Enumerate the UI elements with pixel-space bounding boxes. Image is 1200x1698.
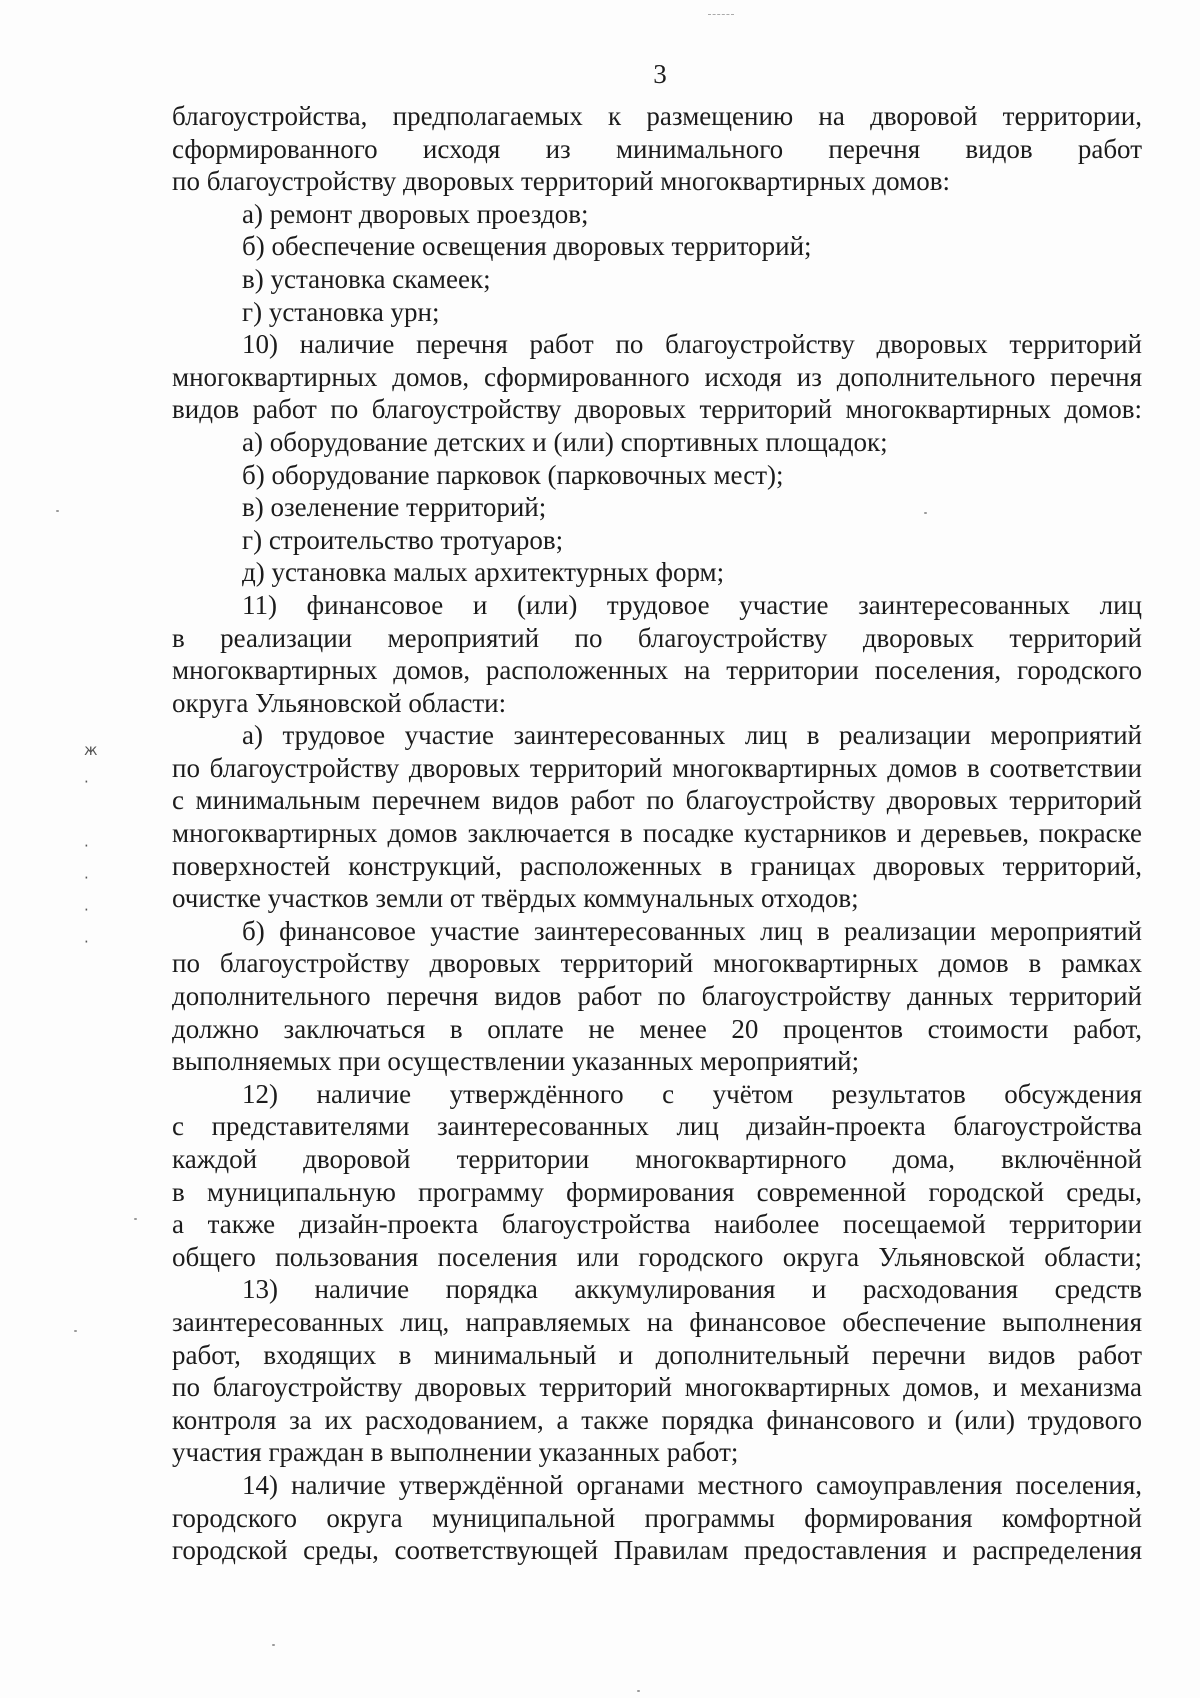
- document-body: [172, 100, 1142, 1567]
- document-line: участия граждан в выполнении указанных работ;: [172, 1437, 739, 1468]
- document-line: работ, входящих в минимальный и дополнительный перечни видов работ: [172, 1339, 1142, 1370]
- document-line: должно заключаться в оплате не менее 20 процентов стоимости работ,: [172, 1013, 1142, 1044]
- document-line: поверхностей конструкций, расположенных в границах дворовых территорий,: [172, 850, 1142, 881]
- document-line: общего пользования поселения или городского округа Ульяновской области;: [172, 1241, 1142, 1272]
- margin-mark: ·: [84, 933, 89, 951]
- document-line: б) оборудование парковок (парковочных мест);: [242, 459, 784, 490]
- document-line: многоквартирных домов, расположенных на территории поселения, городского: [172, 655, 1142, 686]
- page-number: 3: [653, 59, 667, 89]
- document-line: по благоустройству дворовых территорий многоквартирных домов в соответствии: [172, 752, 1142, 783]
- document-line: г) строительство тротуаров;: [242, 524, 564, 555]
- document-line: д) установка малых архитектурных форм;: [242, 557, 725, 588]
- document-line: 10) наличие перечня работ по благоустройству дворовых территорий: [242, 329, 1142, 360]
- document-line: заинтересованных лиц, направляемых на финансовое обеспечение выполнения: [172, 1306, 1142, 1337]
- scan-speck: [56, 510, 59, 512]
- margin-mark: ·: [84, 837, 89, 855]
- document-line: городской среды, соответствующей Правилам предоставления и распределения: [172, 1535, 1142, 1566]
- document-line: а) оборудование детских и (или) спортивных площадок;: [242, 426, 888, 457]
- document-line: контроля за их расходованием, а также порядка финансового и (или) трудового: [172, 1404, 1142, 1435]
- document-line: в реализации мероприятий по благоустройству дворовых территорий: [172, 622, 1142, 653]
- document-line: округа Ульяновской области:: [172, 687, 507, 718]
- margin-mark: ·: [84, 869, 89, 887]
- scan-artifact: [708, 14, 734, 17]
- document-line: в) озеленение территорий;: [242, 492, 547, 523]
- document-line: с представителями заинтересованных лиц дизайн-проекта благоустройства: [172, 1111, 1142, 1142]
- scan-speck: [272, 1644, 275, 1646]
- document-line: многоквартирных домов заключается в посадке кустарников и деревьев, покраске: [172, 818, 1142, 849]
- document-line: а) ремонт дворовых проездов;: [242, 198, 589, 229]
- document-line: выполняемых при осуществлении указанных мероприятий;: [172, 1046, 860, 1077]
- document-line: по благоустройству дворовых территорий многоквартирных домов, и механизма: [172, 1372, 1142, 1403]
- scan-speck: [637, 1690, 640, 1692]
- document-line: 13) наличие порядка аккумулирования и расходования средств: [242, 1274, 1142, 1305]
- scan-speck: [134, 1218, 137, 1220]
- document-line: видов работ по благоустройству дворовых территорий многоквартирных домов:: [172, 394, 1142, 425]
- margin-mark: ж: [84, 741, 98, 759]
- document-line: 14) наличие утверждённой органами местного самоуправления поселения,: [242, 1469, 1142, 1500]
- document-line: в муниципальную программу формирования современной городской среды,: [172, 1176, 1142, 1207]
- margin-mark: ·: [84, 901, 89, 919]
- document-line: б) финансовое участие заинтересованных лиц в реализации мероприятий: [242, 915, 1142, 946]
- document-line: по благоустройству дворовых территорий многоквартирных домов в рамках: [172, 948, 1142, 979]
- document-line: с минимальным перечнем видов работ по благоустройству дворовых территорий: [172, 785, 1142, 816]
- document-line: в) установка скамеек;: [242, 263, 491, 294]
- margin-mark: ·: [84, 773, 89, 791]
- document-line: каждой дворовой территории многоквартирного дома, включённой: [172, 1144, 1142, 1174]
- document-line: сформированного исходя из минимального перечня видов работ: [172, 133, 1142, 164]
- document-line: 11) финансовое и (или) трудовое участие заинтересованных лиц: [242, 589, 1142, 620]
- scan-speck: [74, 1330, 77, 1332]
- document-line: 12) наличие утверждённого с учётом результатов обсуждения: [242, 1078, 1142, 1109]
- document-line: городского округа муниципальной программы формирования комфортной: [172, 1502, 1142, 1533]
- document-line: б) обеспечение освещения дворовых территорий;: [242, 231, 812, 262]
- document-line: по благоустройству дворовых территорий многоквартирных домов:: [172, 166, 951, 197]
- document-line: очистке участков земли от твёрдых коммунальных отходов;: [172, 883, 859, 914]
- document-line: благоустройства, предполагаемых к размещению на дворовой территории,: [172, 101, 1142, 131]
- document-line: а) трудовое участие заинтересованных лиц в реализации мероприятий: [242, 720, 1142, 751]
- document-line: г) установка урн;: [242, 296, 440, 327]
- document-line: многоквартирных домов, сформированного исходя из дополнительного перечня: [172, 361, 1142, 392]
- margin-mark: [84, 798, 144, 830]
- document-line: дополнительного перечня видов работ по благоустройству данных территорий: [172, 981, 1142, 1012]
- margin-scan-marks: [84, 734, 144, 958]
- document-line: а также дизайн-проекта благоустройства наиболее посещаемой территории: [172, 1209, 1142, 1240]
